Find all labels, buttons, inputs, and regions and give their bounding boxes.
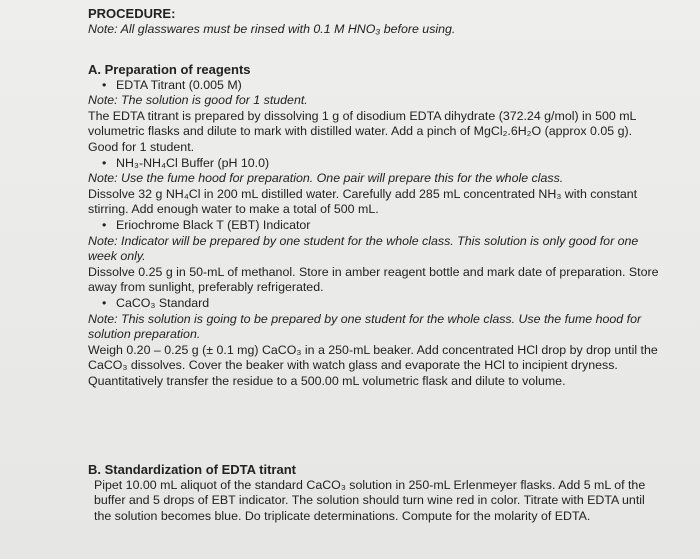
caco3-body: Weigh 0.20 – 0.25 g (± 0.1 mg) CaCO₃ in a 250-mL beaker. Add concentrated HCl drop by drop until the CaCO₃ dissolves. Cover the beaker with watch glass and evaporate the HCl to incipient dryness. Quantitatively transfer the residue to a 500.00 mL volumetric flask and dilute to volume. bbox=[88, 342, 658, 388]
caco3-bullet: • CaCO₃ Standard bbox=[88, 296, 660, 312]
buffer-bullet: • NH₃-NH₄Cl Buffer (pH 10.0) bbox=[88, 156, 660, 172]
section-a bbox=[88, 62, 660, 389]
buffer-note: Note: Use the fume hood for preparation. One pair will prepare this for the whole class. bbox=[88, 171, 564, 186]
procedure-note: Note: All glasswares must be rinsed with 0.1 M HNO₃ before using. bbox=[88, 21, 456, 36]
section-b-heading: B. Standardization of EDTA titrant bbox=[88, 462, 296, 477]
edta-note: Note: The solution is good for 1 student. bbox=[88, 93, 308, 108]
ebt-bullet: • Eriochrome Black T (EBT) Indicator bbox=[88, 218, 660, 234]
section-b-body: Pipet 10.00 mL aliquot of the standard CaCO₃ solution in 250-mL Erlenmeyer flasks. Add 5 mL of the buffer and 5 drops of EBT indicator. The solution should turn wine red in color. Titrate with EDTA until the solution becomes blue. Do triplicate determinations. Compute for the molarity of EDTA. bbox=[94, 477, 646, 523]
section-a-heading: A. Preparation of reagents bbox=[88, 62, 251, 77]
ebt-note: Note: Indicator will be prepared by one student for the whole class. This solution is only good for one week only. bbox=[88, 233, 639, 264]
procedure-header bbox=[88, 6, 660, 37]
edta-bullet: • EDTA Titrant (0.005 M) bbox=[88, 78, 660, 94]
caco3-note: Note: This solution is going to be prepared by one student for the whole class. Use the fume hood for solution preparation. bbox=[88, 311, 642, 342]
procedure-title: PROCEDURE: bbox=[88, 6, 176, 21]
ebt-body: Dissolve 0.25 g in 50-mL of methanol. Store in amber reagent bottle and mark date of preparation. Store away from sunlight, preferably refrigerated. bbox=[88, 264, 659, 295]
edta-body: The EDTA titrant is prepared by dissolving 1 g of disodium EDTA dihydrate (372.24 g/mol) in 500 mL volumetric flasks and dilute to mark with distilled water. Add a pinch of MgCl₂.6H₂O (approx 0.05 g). Good for 1 student. bbox=[88, 108, 636, 154]
section-b bbox=[88, 462, 660, 524]
buffer-body: Dissolve 32 g NH₄Cl in 200 mL distilled water. Carefully add 285 mL concentrated NH₃ with constant stirring. Add enough water to make a total of 500 mL. bbox=[88, 186, 638, 217]
